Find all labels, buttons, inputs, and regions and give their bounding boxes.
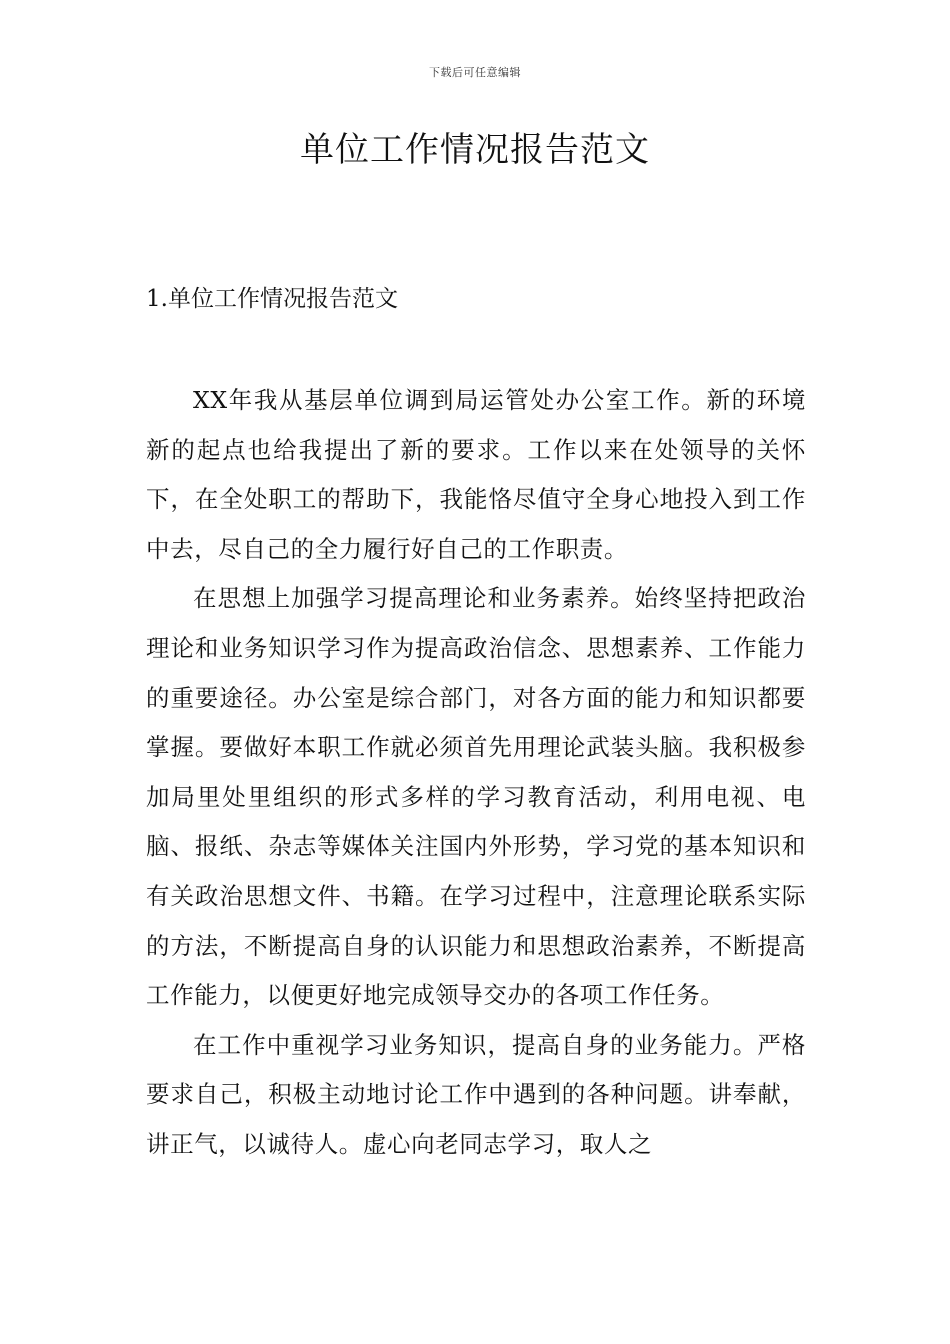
document-body xyxy=(146,376,806,1170)
section-heading: 1.单位工作情况报告范文 xyxy=(146,286,398,312)
paragraph-2: 在思想上加强学习提高理论和业务素养。始终坚持把政治理论和业务知识学习作为提高政治信念、思想素养、工作能力的重要途径。办公室是综合部门，对各方面的能力和知识都要掌握。要做好本职工作就必须首先用理论武装头脑。我积极参加局里处里组织的形式多样的学习教育活动，利用电视、电脑、报纸、杂志等媒体关注国内外形势，学习党的基本知识和有关政治思想文件、书籍。在学习过程中，注意理论联系实际的方法，不断提高自身的认识能力和思想政治素养，不断提高工作能力，以便更好地完成领导交办的各项工作任务。 xyxy=(146,584,806,1010)
paragraph-3: 在工作中重视学习业务知识，提高自身的业务能力。严格要求自己，积极主动地讨论工作中遇到的各种问题。讲奉献，讲正气，以诚待人。虚心向老同志学习，取人之 xyxy=(146,1030,806,1158)
document-title: 单位工作情况报告范文 xyxy=(300,130,650,170)
paragraph-1: XX年我从基层单位调到局运管处办公室工作。新的环境新的起点也给我提出了新的要求。工作以来在处领导的关怀下，在全处职工的帮助下，我能恪尽值守全身心地投入到工作中去，尽自己的全力履行好自己的工作职责。 xyxy=(146,386,806,563)
header-note: 下载后可任意编辑 xyxy=(429,66,521,79)
